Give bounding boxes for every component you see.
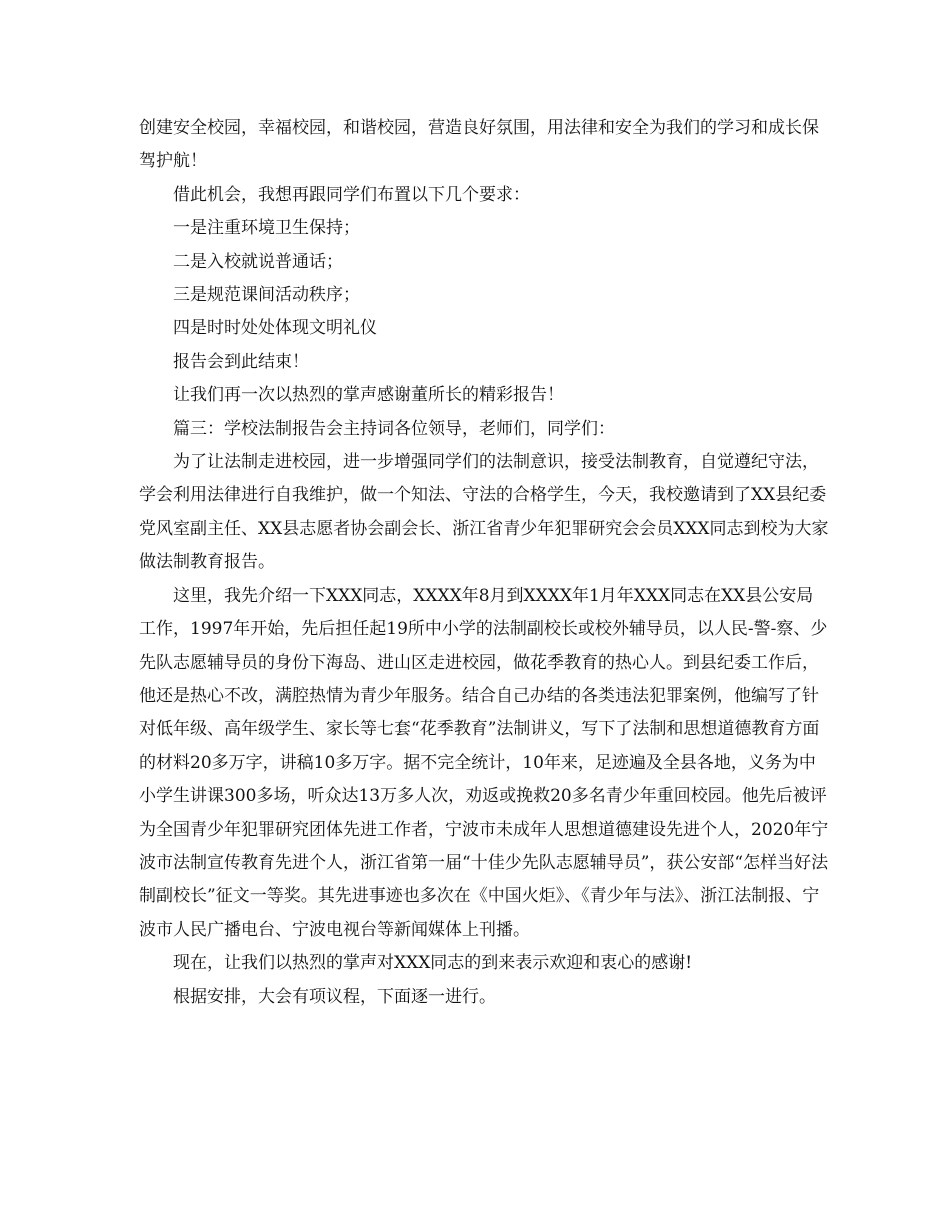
- paragraph-requirement-3: 三是规范课间活动秩序；: [173, 285, 360, 306]
- paragraph-purpose: 为了让法制走进校园，进一步增强同学们的法制意识，接受法制教育，自觉遵纪守法，学会利用法律进行自我维护，做一个知法、守法的合格学生，今天，我校邀请到了XX县纪委党风室副主任、XX县志愿者协会副会长、浙江省青少年犯罪研究会会员XXX同志到校为大家做法制教育报告。: [139, 452, 829, 573]
- paragraph-requirement-4: 四是时时处处体现文明礼仪: [173, 318, 377, 339]
- paragraph-requirement-2: 二是入校就说普通话；: [173, 251, 343, 272]
- paragraph-report-end: 报告会到此结束！: [173, 351, 309, 372]
- paragraph-agenda: 根据安排，大会有项议程，下面逐一进行。: [173, 986, 496, 1007]
- paragraph-continuation: 创建安全校园，幸福校园，和谐校园，营造良好氛围，用法律和安全为我们的学习和成长保驾护航！: [139, 118, 819, 172]
- paragraph-introduction: 这里，我先介绍一下XXX同志，XXXX年8月到XXXX年1月年XXX同志在XX县公安局工作，1997年开始，先后担任起19所中小学的法制副校长或校外辅导员，以人民-警-察、少先队志愿辅导员的身份下海岛、进山区走进校园，做花季教育的热心人。到县纪委工作后，他还是热心不改，满腔热情为青少年服务。结合自己办结的各类违法犯罪案例，他编写了针对低年级、高年级学生、家长等七套“花季教育”法制讲义，写下了法制和思想道德教育方面的材料20多万字，讲稿10多万字。据不完全统计，10年来，足迹遍及全县各地，义务为中小学生讲课300多场，听众达13万多人次，劝返或挽救20多名青少年重回校园。他先后被评为全国青少年犯罪研究团体先进工作者，宁波市未成年人思想道德建设先进个人，2020年宁波市法制宣传教育先进个人，浙江省第一届“十佳少先队志愿辅导员”，获公安部“怎样当好法制副校长”征文一等奖。其先进事迹也多次在《中国火炬》、《青少年与法》、浙江法制报、宁波市人民广播电台、宁波电视台等新闻媒体上刊播。: [139, 585, 829, 940]
- document-body: [139, 112, 829, 1014]
- paragraph-section-three-heading: 篇三：学校法制报告会主持词各位领导，老师们，同学们：: [173, 418, 615, 439]
- paragraph-thanks: 让我们再一次以热烈的掌声感谢董所长的精彩报告！: [173, 385, 564, 406]
- paragraph-requirement-1: 一是注重环境卫生保持；: [173, 218, 360, 239]
- paragraph-welcome: 现在，让我们以热烈的掌声对XXX同志的到来表示欢迎和衷心的感谢!: [173, 953, 693, 974]
- paragraph-requirements-intro: 借此机会，我想再跟同学们布置以下几个要求：: [173, 184, 530, 205]
